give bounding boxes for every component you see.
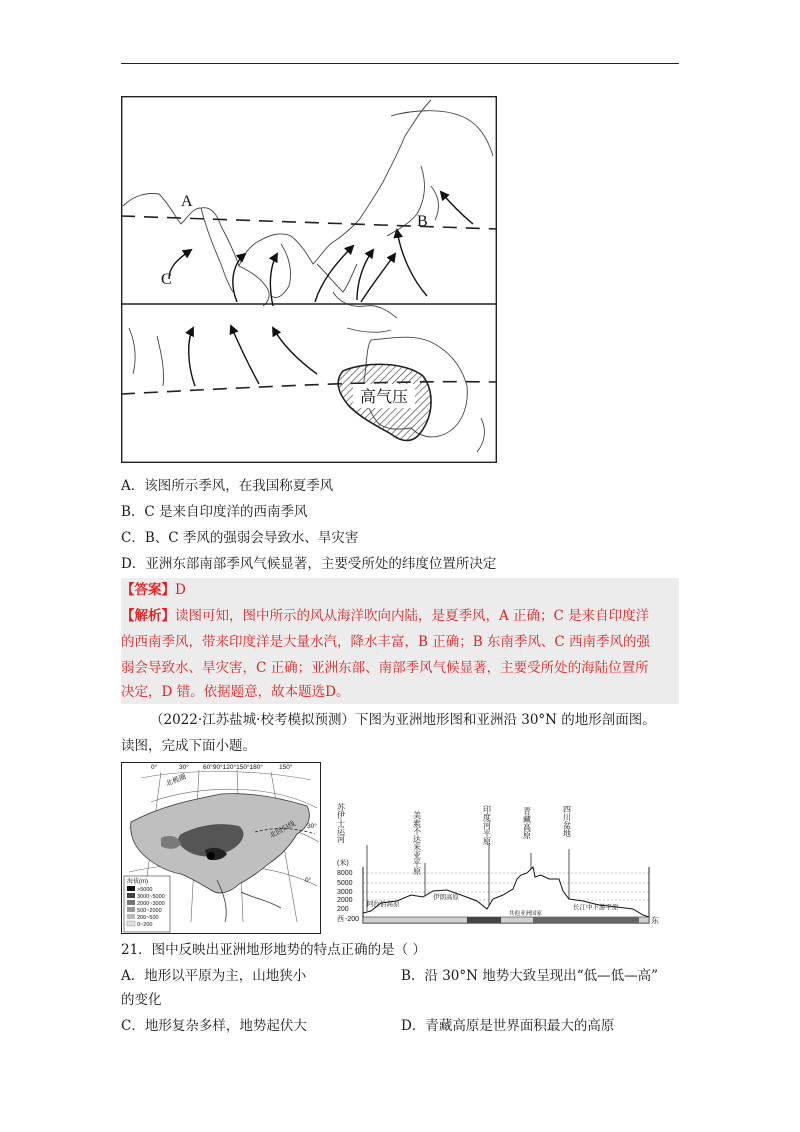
yangtze-label: 长江中下游平原 xyxy=(573,904,619,911)
place-sichuan: 四川盆地 xyxy=(562,805,572,837)
legend-4: 200~500 xyxy=(137,915,159,921)
y-unit: (米) xyxy=(337,860,349,867)
lon-150: 150° xyxy=(279,764,293,771)
analysis-line-1 xyxy=(121,606,649,626)
analysis-line-3: 弱会导致水、旱灾害，C 正确；亚洲东部、南部季风气候显著，主要受所处的海陆位置所 xyxy=(121,660,649,676)
west-label: 西 xyxy=(337,916,344,923)
answer-line xyxy=(121,580,186,600)
q21-stem: 21．图中反映出亚洲地形地势的特点正确的是（ ） xyxy=(121,942,426,958)
high-pressure-label: 高气压 xyxy=(359,389,409,406)
terrain-profile-30n xyxy=(337,795,659,925)
east-label: 东 xyxy=(651,916,659,925)
analysis-text-1: 读图可知，图中所示的风从海洋吹向内陆，是夏季风，A 正确；C 是来自印度洋 xyxy=(175,608,650,624)
analysis-line-2: 的西南季风，带来印度洋是大量水汽，降水丰富，B 正确；B 东南季风、C 西南季风的强 xyxy=(121,634,651,650)
legend-title: 海拔(m) xyxy=(127,879,148,885)
legend-0: >5000 xyxy=(137,887,153,893)
elevation-legend xyxy=(124,876,170,932)
monsoon-map xyxy=(121,96,497,463)
iran-label: 伊朗高原 xyxy=(433,894,459,901)
y-200: 200 xyxy=(337,906,349,913)
asia-terrain-map xyxy=(121,762,321,934)
q21-option-b-cont: 的变化 xyxy=(121,992,162,1008)
header-rule xyxy=(121,63,679,64)
option-c: C．B、C 季风的强弱会导致水、旱灾害 xyxy=(121,530,359,546)
q21-option-c: C．地形复杂多样，地势起伏大 xyxy=(121,1018,307,1034)
y-2000: 2000 xyxy=(337,897,353,904)
legend-5: 0~200 xyxy=(137,922,153,928)
map-frame xyxy=(122,97,497,463)
q21-option-a: A．地形以平原为主，山地狭小 xyxy=(121,968,307,984)
y-8000: 8000 xyxy=(337,870,353,877)
place-tibet: 青藏高原 xyxy=(522,807,532,839)
lon-30: 30° xyxy=(179,764,189,771)
other-label: 其他亚洲国家 xyxy=(509,911,543,917)
lon-60-180: 60°90°120°150°180° xyxy=(203,764,263,771)
option-a: A．该图所示季风，在我国称夏季风 xyxy=(121,478,334,494)
place-indus: 印度河平原 xyxy=(482,805,492,845)
q21-option-d: D．青藏高原是世界面积最大的高原 xyxy=(401,1018,615,1034)
lat-0: 0° xyxy=(305,877,312,884)
option-b: B．C 是来自印度洋的西南季风 xyxy=(121,504,308,520)
intro-line-1: （2022·江苏盐城·校考模拟预测）下图为亚洲地形图和亚洲沿 30°N 的地形剖面图。 xyxy=(150,712,656,728)
lat-30: 30° xyxy=(307,823,317,830)
y-minus-200: -200 xyxy=(345,916,360,923)
lon-0: 0° xyxy=(151,764,158,771)
q21-option-b: B．沿 30°N 地势大致呈现出“低—低—高” xyxy=(401,968,659,984)
option-d: D．亚洲东部南部季风气候显著，主要受所处的纬度位置所决定 xyxy=(121,556,497,572)
place-mesopotamia: 美索不达米亚平原 xyxy=(412,811,422,875)
intro-line-2: 读图，完成下面小题。 xyxy=(121,738,256,754)
label-c: C xyxy=(161,271,172,288)
place-suez: 苏伊士运河 xyxy=(337,803,346,843)
y-5000: 5000 xyxy=(337,880,353,887)
legend-3: 500~2000 xyxy=(137,908,162,914)
y-3000: 3000 xyxy=(337,889,353,896)
answer-value: D xyxy=(175,582,186,598)
label-b: B xyxy=(417,213,428,230)
label-a: A xyxy=(181,193,193,210)
answer-box xyxy=(121,578,679,704)
tropic-label: 北回归线 xyxy=(268,820,297,840)
legend-1: 3000~5000 xyxy=(137,894,165,900)
analysis-tag: 【解析】 xyxy=(121,608,175,624)
answer-tag: 【答案】 xyxy=(121,582,175,598)
analysis-line-4: 决定，D 错。依据题意，故本题选D。 xyxy=(121,684,350,700)
legend-2: 2000~3000 xyxy=(137,901,165,907)
arabia-label: 阿拉伯高原 xyxy=(367,901,400,908)
arctic-label: 北极圈 xyxy=(165,773,188,788)
